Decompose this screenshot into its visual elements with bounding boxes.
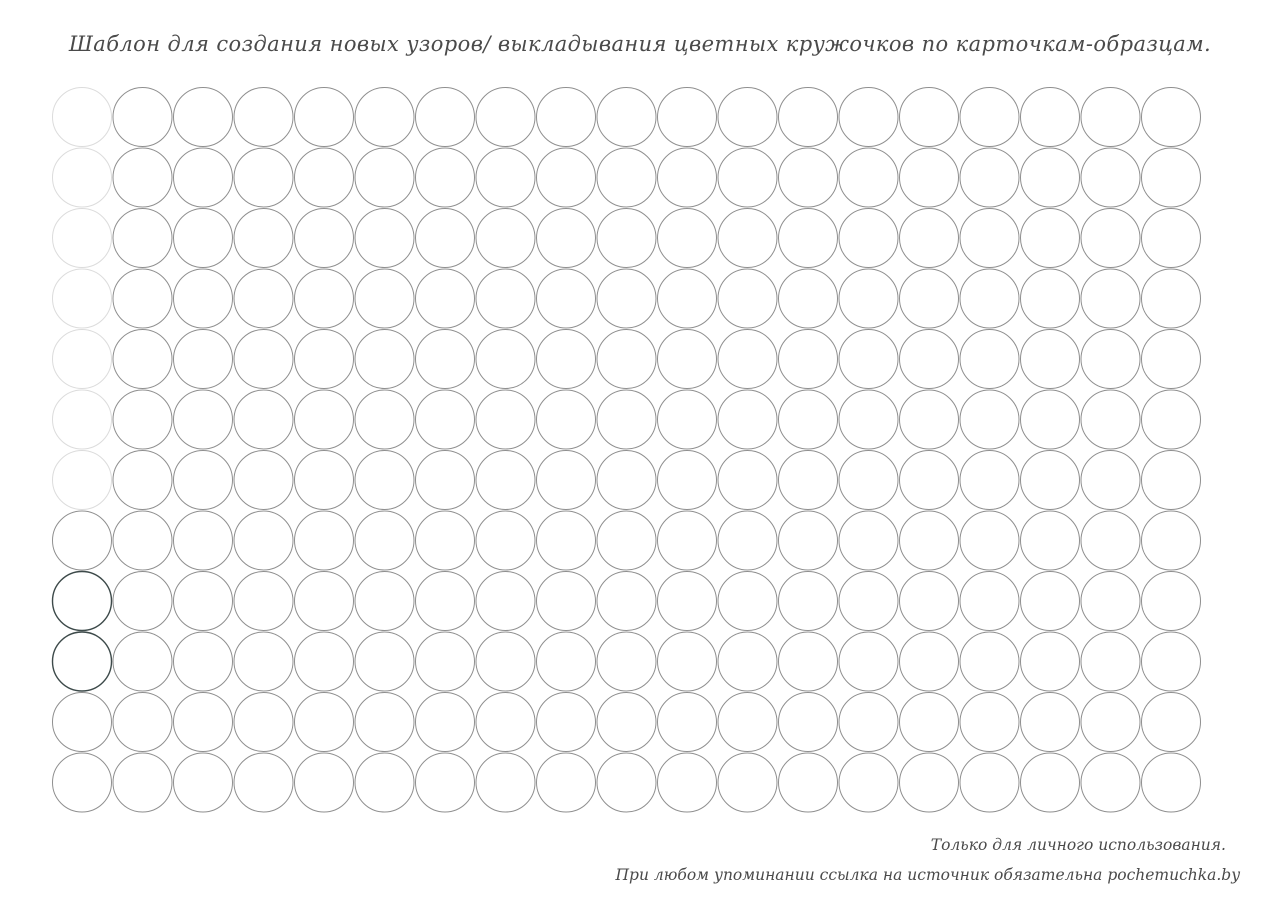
grid-circle xyxy=(1142,330,1201,389)
grid-circle xyxy=(960,753,1019,812)
grid-circle xyxy=(537,511,596,570)
grid-circle xyxy=(113,330,172,389)
grid-circle xyxy=(1142,511,1201,570)
grid-circle xyxy=(1142,753,1201,812)
grid-circle xyxy=(174,88,233,147)
grid-circle xyxy=(718,148,777,207)
grid-circle xyxy=(234,390,293,449)
grid-circle xyxy=(1142,632,1201,691)
grid-circle xyxy=(476,451,535,510)
grid-circle xyxy=(476,693,535,752)
grid-circle xyxy=(355,511,414,570)
grid-circle xyxy=(597,148,656,207)
personal-use-note: Только для личного использования. xyxy=(930,836,1226,854)
grid-circle xyxy=(537,148,596,207)
grid-circle xyxy=(1081,88,1140,147)
grid-circle xyxy=(416,753,475,812)
grid-circle xyxy=(355,632,414,691)
grid-circle xyxy=(1142,209,1201,268)
grid-circle xyxy=(1021,693,1080,752)
grid-circle xyxy=(900,632,959,691)
grid-circle xyxy=(53,572,112,631)
grid-circle xyxy=(960,693,1019,752)
grid-circle xyxy=(718,572,777,631)
grid-circle xyxy=(658,269,717,328)
grid-circle xyxy=(113,693,172,752)
grid-circle xyxy=(718,330,777,389)
grid-circle xyxy=(53,753,112,812)
grid-circle xyxy=(355,148,414,207)
grid-circle xyxy=(1021,632,1080,691)
grid-circle xyxy=(779,753,838,812)
grid-circle xyxy=(537,693,596,752)
grid-circle xyxy=(476,632,535,691)
grid-circle xyxy=(537,632,596,691)
grid-circle xyxy=(113,511,172,570)
grid-circle xyxy=(234,511,293,570)
grid-circle xyxy=(416,269,475,328)
grid-circle xyxy=(53,390,112,449)
grid-circle xyxy=(718,209,777,268)
grid-circle xyxy=(476,148,535,207)
grid-circle xyxy=(113,451,172,510)
grid-circle xyxy=(53,209,112,268)
grid-circle xyxy=(900,572,959,631)
grid-circle xyxy=(718,88,777,147)
grid-circle xyxy=(355,693,414,752)
grid-circle xyxy=(960,148,1019,207)
grid-circle xyxy=(658,693,717,752)
grid-circle xyxy=(779,451,838,510)
grid-circle xyxy=(476,572,535,631)
grid-circle xyxy=(416,390,475,449)
grid-circle xyxy=(234,330,293,389)
grid-circle xyxy=(295,88,354,147)
grid-circle xyxy=(658,753,717,812)
grid-circle xyxy=(1021,390,1080,449)
page-title: Шаблон для создания новых узоров/ выкладывания цветных кружочков по карточкам-образцам. xyxy=(68,32,1212,56)
grid-circle xyxy=(416,693,475,752)
grid-circle xyxy=(718,269,777,328)
grid-circle xyxy=(839,88,898,147)
grid-circle xyxy=(113,753,172,812)
grid-circle xyxy=(597,269,656,328)
grid-circle xyxy=(960,511,1019,570)
grid-circle xyxy=(234,269,293,328)
grid-circle xyxy=(1142,572,1201,631)
grid-circle xyxy=(234,753,293,812)
grid-circle xyxy=(295,390,354,449)
grid-circle xyxy=(1021,209,1080,268)
grid-circle xyxy=(658,572,717,631)
grid-circle xyxy=(1021,451,1080,510)
grid-circle xyxy=(779,632,838,691)
grid-circle xyxy=(234,451,293,510)
grid-circle xyxy=(476,390,535,449)
grid-circle xyxy=(900,148,959,207)
grid-circle xyxy=(1021,753,1080,812)
grid-circle xyxy=(839,269,898,328)
grid-circle xyxy=(960,269,1019,328)
grid-circle xyxy=(174,451,233,510)
grid-circle xyxy=(658,632,717,691)
grid-circle xyxy=(597,632,656,691)
grid-circle xyxy=(900,209,959,268)
grid-circle xyxy=(53,88,112,147)
grid-circle xyxy=(174,330,233,389)
grid-circle xyxy=(597,451,656,510)
footer xyxy=(616,833,1240,887)
grid-circle xyxy=(839,572,898,631)
grid-circle xyxy=(537,269,596,328)
grid-circle xyxy=(113,209,172,268)
grid-circle xyxy=(960,632,1019,691)
grid-circle xyxy=(779,269,838,328)
grid-circle xyxy=(537,88,596,147)
grid-circle xyxy=(597,330,656,389)
grid-circle xyxy=(597,88,656,147)
grid-circle xyxy=(1021,511,1080,570)
grid-circle xyxy=(174,693,233,752)
grid-circle xyxy=(113,148,172,207)
grid-circle xyxy=(174,632,233,691)
grid-circle xyxy=(1142,451,1201,510)
grid-circle xyxy=(476,88,535,147)
grid-circle xyxy=(658,330,717,389)
grid-circle xyxy=(839,632,898,691)
grid-circle xyxy=(53,330,112,389)
grid-circle xyxy=(1021,572,1080,631)
grid-circle xyxy=(839,390,898,449)
grid-circle xyxy=(537,390,596,449)
grid-circle xyxy=(779,148,838,207)
grid-circle xyxy=(174,209,233,268)
grid-circle xyxy=(295,572,354,631)
grid-circle xyxy=(1021,148,1080,207)
grid-circle xyxy=(1021,88,1080,147)
grid-circle xyxy=(53,451,112,510)
grid-circle xyxy=(53,511,112,570)
grid-circle xyxy=(1142,390,1201,449)
grid-circle xyxy=(718,451,777,510)
grid-circle xyxy=(779,330,838,389)
grid-circle xyxy=(113,269,172,328)
grid-circle xyxy=(658,451,717,510)
grid-circle xyxy=(960,572,1019,631)
grid-circle xyxy=(597,511,656,570)
grid-circle xyxy=(658,390,717,449)
grid-circle xyxy=(1081,330,1140,389)
grid-circle xyxy=(779,572,838,631)
grid-circle xyxy=(1142,148,1201,207)
grid-circle xyxy=(960,390,1019,449)
grid-circle xyxy=(1081,572,1140,631)
grid-circle xyxy=(416,511,475,570)
grid-circle xyxy=(295,269,354,328)
grid-circle xyxy=(900,511,959,570)
grid-circle xyxy=(295,209,354,268)
grid-circle xyxy=(1142,693,1201,752)
grid-circle xyxy=(476,209,535,268)
grid-circle xyxy=(658,209,717,268)
grid-circle xyxy=(174,511,233,570)
grid-circle xyxy=(113,88,172,147)
grid-circle xyxy=(900,330,959,389)
grid-circle xyxy=(476,330,535,389)
grid-circle xyxy=(234,572,293,631)
grid-circle xyxy=(416,572,475,631)
grid-circle xyxy=(839,693,898,752)
grid-circle xyxy=(597,209,656,268)
grid-circle xyxy=(234,632,293,691)
grid-circle xyxy=(597,572,656,631)
grid-circle xyxy=(416,209,475,268)
grid-circle xyxy=(900,753,959,812)
grid-circle xyxy=(476,269,535,328)
grid-circle xyxy=(53,632,112,691)
grid-circle xyxy=(718,632,777,691)
grid-circle xyxy=(658,511,717,570)
grid-circle xyxy=(1081,148,1140,207)
grid-circle xyxy=(779,88,838,147)
grid-circle xyxy=(1081,269,1140,328)
grid-circle xyxy=(174,572,233,631)
grid-circle xyxy=(1081,390,1140,449)
grid-circle xyxy=(113,572,172,631)
grid-circle xyxy=(839,148,898,207)
grid-circle xyxy=(53,693,112,752)
grid-circle xyxy=(174,753,233,812)
grid-circle xyxy=(1142,269,1201,328)
grid-circle xyxy=(416,88,475,147)
grid-circle xyxy=(355,451,414,510)
grid-circle xyxy=(839,451,898,510)
grid-circle xyxy=(779,693,838,752)
grid-circle xyxy=(537,451,596,510)
grid-circle xyxy=(416,148,475,207)
grid-circle xyxy=(1081,451,1140,510)
grid-circle xyxy=(960,209,1019,268)
grid-circle xyxy=(779,209,838,268)
attribution-note: При любом упоминании ссылка на источник обязательна pochemuchka.by xyxy=(615,866,1240,884)
grid-circle xyxy=(234,209,293,268)
grid-circle xyxy=(839,209,898,268)
grid-circle xyxy=(295,753,354,812)
grid-circle xyxy=(779,511,838,570)
grid-circle xyxy=(900,451,959,510)
grid-circle xyxy=(234,693,293,752)
grid-circle xyxy=(960,330,1019,389)
grid-circle xyxy=(416,451,475,510)
grid-circle xyxy=(355,269,414,328)
grid-circle xyxy=(718,390,777,449)
grid-circle xyxy=(537,753,596,812)
grid-circle xyxy=(839,753,898,812)
grid-circle xyxy=(900,88,959,147)
grid-circle xyxy=(113,632,172,691)
grid-circle xyxy=(779,390,838,449)
grid-circle xyxy=(1081,753,1140,812)
grid-circle xyxy=(1142,88,1201,147)
grid-circle xyxy=(295,330,354,389)
grid-circle xyxy=(1081,632,1140,691)
grid-circle xyxy=(113,390,172,449)
grid-circle xyxy=(355,88,414,147)
grid-circle xyxy=(234,88,293,147)
grid-circle xyxy=(597,693,656,752)
grid-circle xyxy=(718,693,777,752)
grid-circle xyxy=(416,632,475,691)
grid-circle xyxy=(658,148,717,207)
grid-circle xyxy=(476,511,535,570)
grid-circle xyxy=(597,753,656,812)
grid-circle xyxy=(174,148,233,207)
grid-circle xyxy=(1081,511,1140,570)
grid-circle xyxy=(658,88,717,147)
grid-circle xyxy=(295,511,354,570)
grid-circle xyxy=(476,753,535,812)
grid-circle xyxy=(295,693,354,752)
grid-circle xyxy=(537,572,596,631)
grid-circle xyxy=(416,330,475,389)
grid-circle xyxy=(355,572,414,631)
grid-circle xyxy=(960,88,1019,147)
grid-circle xyxy=(597,390,656,449)
grid-circle xyxy=(900,693,959,752)
grid-circle xyxy=(718,511,777,570)
grid-circle xyxy=(174,390,233,449)
grid-circle xyxy=(839,511,898,570)
grid-circle xyxy=(355,390,414,449)
grid-circle xyxy=(1021,330,1080,389)
grid-circle xyxy=(537,209,596,268)
grid-circle xyxy=(355,209,414,268)
grid-circle xyxy=(1081,209,1140,268)
grid-circle xyxy=(960,451,1019,510)
grid-circle xyxy=(234,148,293,207)
grid-circle xyxy=(53,269,112,328)
grid-circle xyxy=(537,330,596,389)
grid-circle xyxy=(839,330,898,389)
grid-circle xyxy=(900,390,959,449)
grid-circle xyxy=(295,148,354,207)
grid-circle xyxy=(355,330,414,389)
grid-circle xyxy=(718,753,777,812)
grid-circle xyxy=(53,148,112,207)
grid-circle xyxy=(355,753,414,812)
grid-circle xyxy=(1021,269,1080,328)
grid-circle xyxy=(1081,693,1140,752)
grid-circle xyxy=(174,269,233,328)
grid-circle xyxy=(295,632,354,691)
grid-circle xyxy=(295,451,354,510)
grid-circle xyxy=(900,269,959,328)
